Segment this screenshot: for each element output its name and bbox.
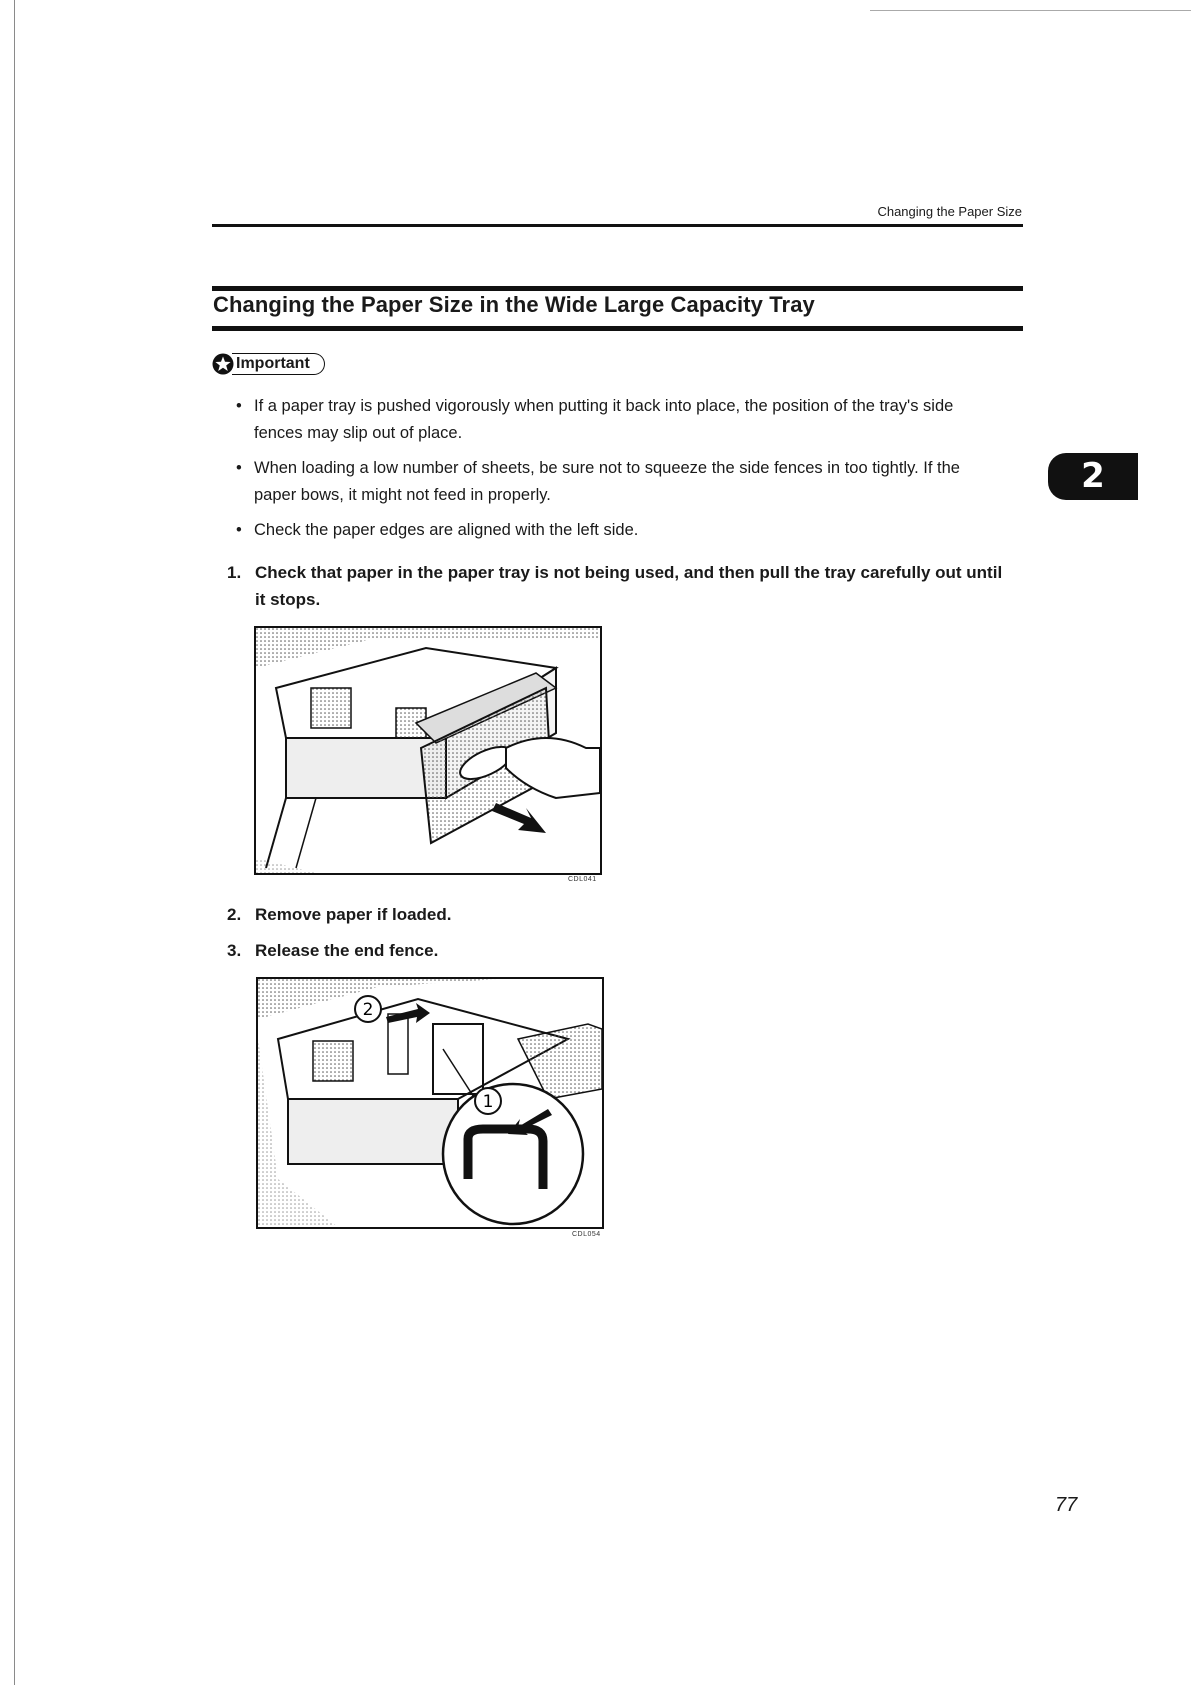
scan-margin-line	[14, 0, 15, 1685]
important-badge	[212, 352, 325, 376]
bullet-item: • When loading a low number of sheets, be sure not to squeeze the side fences in too tightly. If the paper bows, it might not feed in properly.	[236, 455, 1006, 509]
callout-number: 2	[362, 1000, 374, 1020]
running-header: Changing the Paper Size	[877, 204, 1022, 219]
step-text: Check that paper in the paper tray is not being used, and then pull the tray carefully out until it stops.	[255, 563, 1003, 609]
important-bullet-list	[236, 393, 1006, 552]
step-number: 3.	[227, 941, 242, 960]
section-bar-bottom	[212, 326, 1023, 331]
important-label: Important	[232, 353, 325, 375]
step-text: Release the end fence.	[255, 941, 439, 960]
callout-number: 1	[482, 1092, 494, 1112]
header-rule	[212, 224, 1023, 227]
chapter-tab: 2	[1048, 453, 1138, 500]
end-fence-illustration	[258, 979, 602, 1227]
figure-code: CDL054	[572, 1231, 601, 1238]
step-number: 2.	[227, 905, 242, 924]
important-star-icon	[212, 353, 234, 375]
bullet-item: • Check the paper edges are aligned with the left side.	[236, 517, 1006, 544]
figure-pull-out-tray	[254, 626, 602, 875]
section-bar-top	[212, 286, 1023, 291]
bullet-item: • If a paper tray is pushed vigorously when putting it back into place, the position of the tray's side fences may slip out of place.	[236, 393, 1006, 447]
step-text: Remove paper if loaded.	[255, 905, 452, 924]
step-number: 1.	[227, 563, 242, 582]
figure-code: CDL041	[568, 876, 597, 883]
scan-top-line	[870, 10, 1191, 11]
section-title: Changing the Paper Size in the Wide Large Capacity Tray	[213, 292, 815, 317]
page-number: 77	[1055, 1494, 1078, 1516]
figure-release-end-fence	[256, 977, 604, 1229]
tray-pull-illustration	[256, 628, 600, 873]
